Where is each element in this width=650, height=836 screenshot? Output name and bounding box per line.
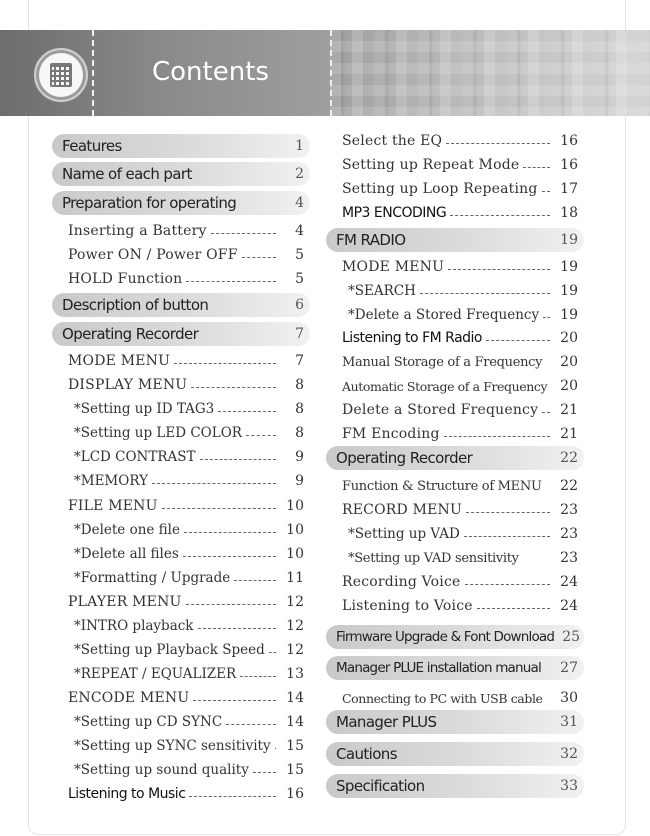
toc-page: 5 (295, 271, 304, 287)
toc-item[interactable] (326, 201, 584, 225)
toc-label: Setting up Repeat Mode (342, 157, 520, 173)
toc-label: HOLD Function (68, 271, 183, 287)
toc-section[interactable] (52, 162, 310, 186)
toc-page: 21 (560, 426, 578, 442)
toc-label: *Setting up sound quality (74, 762, 249, 778)
toc-item[interactable] (52, 349, 310, 373)
toc-item[interactable] (326, 374, 584, 398)
toc-label: *Formatting / Upgrade (74, 570, 231, 586)
toc-label: *Delete a Stored Frequency (348, 307, 540, 323)
toc-item[interactable] (326, 422, 584, 446)
toc-label: FILE MENU (68, 498, 158, 514)
toc-section[interactable] (326, 656, 584, 680)
page-title: Contents (152, 57, 269, 87)
toc-page: 8 (295, 377, 304, 393)
toc-page: 5 (295, 247, 304, 263)
toc-label: FM Encoding (342, 426, 440, 442)
toc-label: *Setting up ID TAG3 (74, 401, 215, 417)
toc-label: Cautions (336, 745, 397, 763)
toc-page: 4 (295, 223, 304, 239)
toc-label: Power ON / Power OFF (68, 247, 238, 263)
toc-page: 20 (560, 330, 578, 346)
toc-page: 19 (560, 232, 578, 248)
toc-label: FM RADIO (336, 231, 406, 249)
toc-subitem[interactable] (326, 303, 584, 327)
toc-page: 19 (560, 307, 578, 323)
toc-page: 18 (560, 205, 578, 221)
toc-label: *Setting up CD SYNC (74, 714, 223, 730)
toc-label: Manual Storage of a Frequency (342, 354, 543, 370)
toc-subitem[interactable] (326, 279, 584, 303)
toc-label: *Setting up VAD (348, 526, 460, 542)
toc-item[interactable] (52, 267, 310, 291)
toc-label: *REPEAT / EQUALIZER (74, 666, 237, 682)
header-divider (330, 30, 332, 116)
toc-label: RECORD MENU (342, 502, 462, 518)
toc-page: 9 (295, 449, 304, 465)
toc-label: MODE MENU (68, 353, 171, 369)
toc-page: 8 (295, 401, 304, 417)
toc-label: Operating Recorder (336, 449, 473, 467)
toc-item[interactable] (326, 326, 584, 350)
toc-label: Operating Recorder (62, 325, 199, 343)
toc-label: Automatic Storage of a Frequency (342, 378, 548, 394)
toc-page: 32 (560, 746, 578, 762)
toc-item[interactable] (326, 177, 584, 201)
toc-label: MODE MENU (342, 259, 445, 275)
toc-section[interactable] (326, 774, 584, 798)
toc-label: Manager PLUE installation manual (336, 660, 541, 676)
toc-section[interactable] (52, 191, 310, 215)
toc-item[interactable] (52, 782, 310, 806)
toc-page: 14 (286, 714, 304, 730)
toc-subitem[interactable] (52, 758, 310, 782)
toc-page: 1 (295, 138, 304, 154)
toc-label: *MEMORY (74, 473, 148, 489)
toc-page: 31 (560, 714, 578, 730)
toc-item[interactable] (326, 153, 584, 177)
toc-subitem[interactable] (326, 522, 584, 546)
toc-page: 15 (286, 738, 304, 754)
header-divider (92, 30, 94, 116)
toc-page: 20 (560, 378, 578, 394)
toc-section[interactable] (326, 625, 584, 649)
toc-item[interactable] (52, 590, 310, 614)
toc-item[interactable] (326, 570, 584, 594)
toc-page: 13 (286, 666, 304, 682)
toc-item[interactable] (326, 686, 584, 710)
toc-page: 12 (286, 594, 304, 610)
toc-page: 16 (560, 133, 578, 149)
toc-label: Firmware Upgrade & Font Download (336, 629, 555, 645)
toc-section[interactable] (52, 134, 310, 158)
toc-item[interactable] (326, 474, 584, 498)
toc-page: 19 (560, 259, 578, 275)
toc-label: Listening to Music (68, 786, 186, 802)
toc-page: 23 (560, 550, 578, 566)
toc-page: 12 (286, 642, 304, 658)
toc-label: Manager PLUS (336, 713, 437, 731)
toc-section[interactable] (52, 322, 310, 346)
toc-page: 7 (295, 353, 304, 369)
toc-page: 7 (295, 326, 304, 342)
toc-page: 9 (295, 473, 304, 489)
toc-page: 10 (286, 546, 304, 562)
toc-page: 10 (286, 498, 304, 514)
toc-page: 20 (560, 354, 578, 370)
toc-page: 2 (295, 166, 304, 182)
toc-page: 24 (560, 598, 578, 614)
toc-page: 22 (560, 478, 578, 494)
toc-page: 12 (286, 618, 304, 634)
toc-label: *Setting up VAD sensitivity (348, 550, 519, 566)
toc-page: 10 (286, 522, 304, 538)
toc-subitem[interactable] (52, 566, 310, 590)
toc-label: Name of each part (62, 165, 192, 183)
toc-page: 16 (286, 786, 304, 802)
toc-subitem[interactable] (52, 734, 310, 758)
toc-label: *Setting up Playback Speed (74, 642, 265, 658)
toc-page: 15 (286, 762, 304, 778)
toc-subitem[interactable] (52, 614, 310, 638)
toc-label: ENCODE MENU (68, 690, 190, 706)
toc-page: 19 (560, 283, 578, 299)
toc-label: Listening to FM Radio (342, 330, 482, 346)
toc-page: 33 (560, 778, 578, 794)
toc-page: 24 (560, 574, 578, 590)
toc-label: DISPLAY MENU (68, 377, 188, 393)
contents-icon (34, 48, 88, 102)
toc-page: 16 (560, 157, 578, 173)
toc-page: 8 (295, 425, 304, 441)
toc-label: Recording Voice (342, 574, 461, 590)
toc-subitem[interactable] (52, 421, 310, 445)
toc-label: *Delete all files (74, 546, 179, 562)
toc-label: Preparation for operating (62, 194, 237, 212)
toc-item[interactable] (326, 129, 584, 153)
toc-label: *SEARCH (348, 283, 416, 299)
toc-section[interactable] (326, 446, 584, 470)
toc-label: Description of button (62, 296, 209, 314)
toc-label: Setting up Loop Repeating (342, 181, 538, 197)
toc-label: MP3 ENCODING (342, 205, 447, 221)
toc-page: 27 (560, 660, 578, 676)
toc-subitem[interactable] (52, 518, 310, 542)
toc-page: 17 (560, 181, 578, 197)
toc-page: 14 (286, 690, 304, 706)
toc-label: Specification (336, 777, 425, 795)
toc-subitem[interactable] (52, 710, 310, 734)
toc-item[interactable] (326, 350, 584, 374)
toc-label: Connecting to PC with USB cable (342, 690, 543, 706)
toc-label: PLAYER MENU (68, 594, 182, 610)
toc-page: 30 (560, 690, 578, 706)
toc-label: *Setting up LED COLOR (74, 425, 242, 441)
toc-label: *Setting up SYNC sensitivity (74, 738, 271, 754)
toc-item[interactable] (52, 219, 310, 243)
toc-page: 25 (562, 629, 581, 645)
toc-item[interactable] (326, 255, 584, 279)
toc-label: Listening to Voice (342, 598, 473, 614)
toc-label: Features (62, 137, 122, 155)
toc-page: 11 (286, 570, 304, 586)
toc-page: 4 (295, 195, 304, 211)
toc-item[interactable] (326, 398, 584, 422)
toc-subitem[interactable] (52, 469, 310, 493)
toc-section[interactable] (326, 228, 584, 252)
toc-page: 23 (560, 502, 578, 518)
toc-label: *INTRO playback (74, 618, 194, 634)
toc-item[interactable] (52, 243, 310, 267)
toc-label: Inserting a Battery (68, 223, 207, 239)
toc-item[interactable] (52, 373, 310, 397)
toc-page: 21 (560, 402, 578, 418)
toc-subitem[interactable] (52, 638, 310, 662)
toc-subitem[interactable] (52, 542, 310, 566)
toc-section[interactable] (326, 742, 584, 766)
toc-subitem[interactable] (52, 445, 310, 469)
header-band (0, 30, 650, 116)
toc-label: Delete a Stored Frequency (342, 402, 539, 418)
toc-label: *Delete one file (74, 522, 180, 538)
toc-subitem[interactable] (52, 397, 310, 421)
toc-section[interactable] (52, 293, 310, 317)
toc-item[interactable] (52, 686, 310, 710)
toc-label: *LCD CONTRAST (74, 449, 196, 465)
toc-label: Select the EQ (342, 133, 443, 149)
toc-item[interactable] (52, 494, 310, 518)
toc-section[interactable] (326, 710, 584, 734)
toc-page: 6 (295, 297, 304, 313)
toc-subitem[interactable] (52, 662, 310, 686)
header-mosaic (330, 30, 650, 116)
toc-item[interactable] (326, 498, 584, 522)
toc-page: 22 (560, 450, 578, 466)
toc-subitem[interactable] (326, 546, 584, 570)
toc-label: Function & Structure of MENU (342, 478, 542, 494)
toc-page: 23 (560, 526, 578, 542)
toc-item[interactable] (326, 594, 584, 618)
